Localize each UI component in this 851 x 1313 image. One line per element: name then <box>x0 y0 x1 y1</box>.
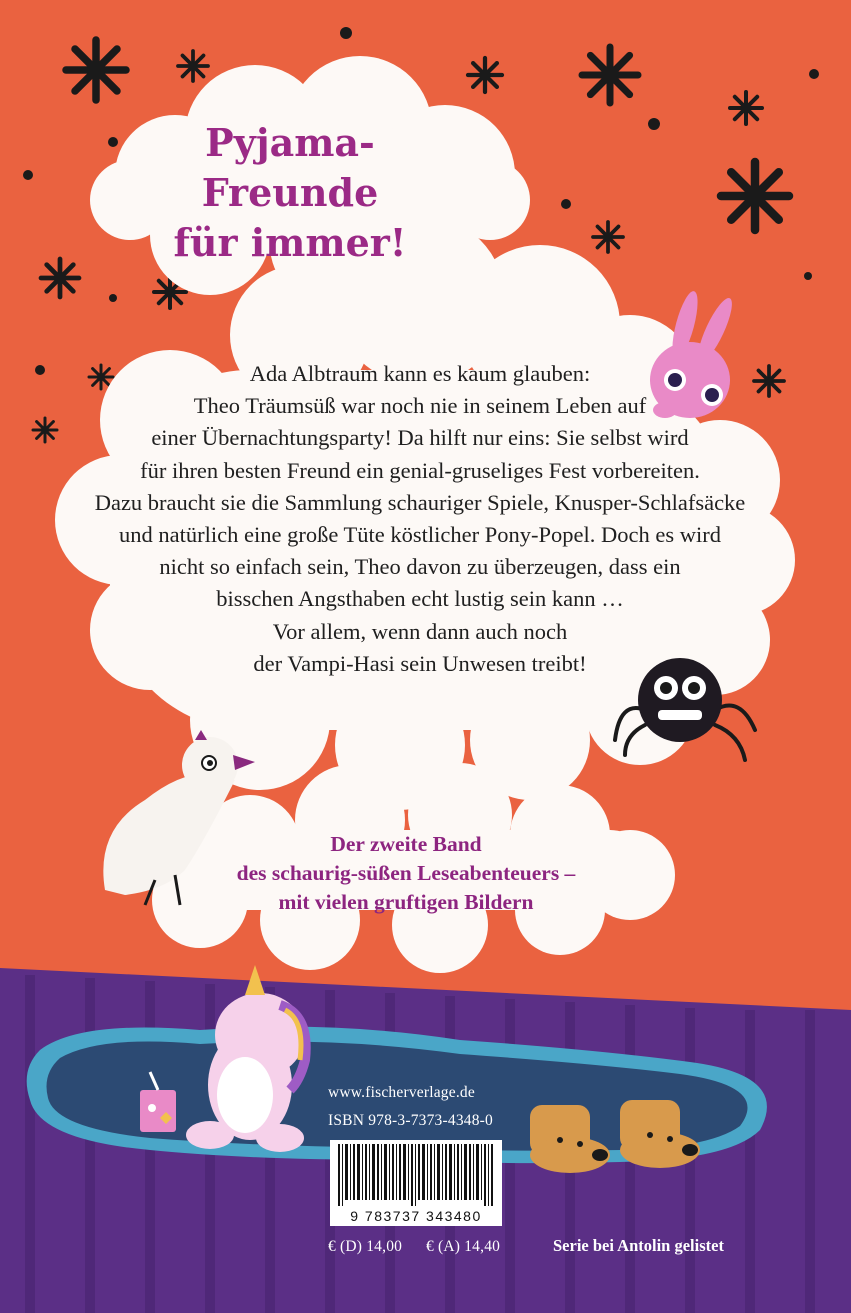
isbn: ISBN 978-3-7373-4348-0 <box>328 1112 493 1129</box>
blurb-line: nicht so einfach sein, Theo davon zu überzeugen, dass ein <box>159 554 681 580</box>
blurb-text <box>80 358 760 680</box>
antolin-note: Serie bei Antolin gelistet <box>553 1236 724 1255</box>
blurb-line: Theo Träumsüß war noch nie in seinem Leben auf <box>193 393 647 419</box>
blurb-line: Ada Albtraum kann es kaum glauben: <box>249 361 591 386</box>
tagline-line: des schaurig-süßen Leseabenteuers – <box>236 861 576 885</box>
blurb-line: für ihren besten Freund ein genial-gruseliges Fest vorbereiten. <box>140 457 700 483</box>
blurb-line: Vor allem, wenn dann auch noch <box>272 618 568 644</box>
star-icon <box>41 259 79 297</box>
star-icon <box>582 47 638 103</box>
barcode <box>330 1140 502 1226</box>
blurb-line: Dazu braucht sie die Sammlung schauriger Spiele, Knusper-Schlafsäcke <box>94 489 746 515</box>
blurb-line: einer Übernachtungsparty! Da hilft nur eins: Sie selbst wird <box>151 425 689 451</box>
price-austria: € (A) 14,40 <box>426 1238 501 1255</box>
headline-line: Pyjama-Freunde <box>201 120 379 215</box>
publisher-website: www.fischerverlage.de <box>328 1084 475 1101</box>
star-icon <box>66 40 126 100</box>
barcode-number: 9 783737 343480 <box>350 1208 482 1224</box>
blurb-line: bisschen Angsthaben echt lustig sein kann … <box>216 586 624 612</box>
headline-line: für immer! <box>173 220 407 265</box>
star-icon <box>730 92 762 124</box>
tagline <box>176 830 636 917</box>
blurb-line: und natürlich eine große Tüte köstlicher Pony-Popel. Doch es wird <box>119 522 721 548</box>
tagline-line: mit vielen gruftigen Bildern <box>278 890 534 914</box>
blurb-line: der Vampi-Hasi sein Unwesen treibt! <box>253 650 587 676</box>
tagline-line: Der zweite Band <box>330 832 482 856</box>
star-icon <box>468 58 502 92</box>
star-icon <box>593 222 623 252</box>
price-germany: € (D) 14,00 <box>328 1238 403 1255</box>
star-icon <box>33 418 57 442</box>
star-icon <box>178 51 208 81</box>
barcode-bars <box>330 1140 502 1206</box>
headline <box>140 118 440 268</box>
star-icon <box>721 162 789 230</box>
